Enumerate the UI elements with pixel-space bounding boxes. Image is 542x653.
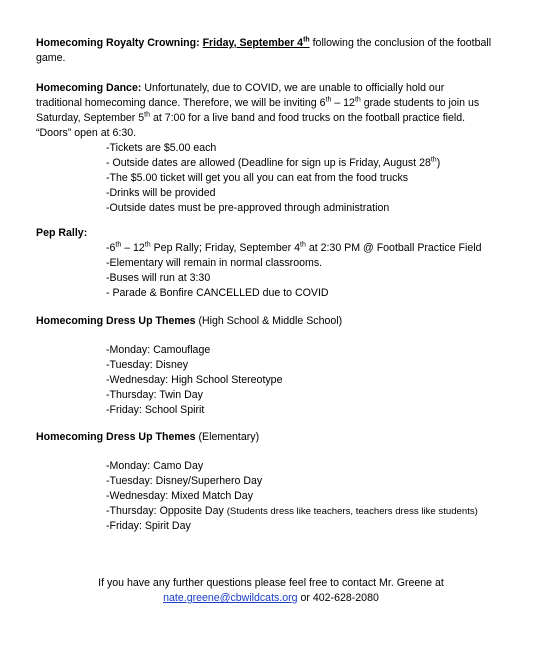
list-item: -Tuesday: Disney/Superhero Day <box>106 475 263 487</box>
list-item: -6th – 12th Pep Rally; Friday, September 4th at 2:30 PM @ Football Practice Field <box>106 241 482 254</box>
list-item: -Tuesday: Disney <box>106 359 189 371</box>
list-item: -Drinks will be provided <box>106 187 216 199</box>
dance-section <box>36 81 516 216</box>
list-item: -Wednesday: High School Stereotype <box>106 374 283 386</box>
list-item: -Wednesday: Mixed Match Day <box>106 490 253 502</box>
dance-text-line2: traditional homecoming dance. Therefore, we will be inviting 6th – 12th grade students to join us <box>36 96 480 109</box>
dance-text-line3: Saturday, September 5th at 7:00 for a live band and food trucks on the football practice field. <box>36 111 466 124</box>
list-item: -The $5.00 ticket will get you all you can eat from the food trucks <box>106 172 409 184</box>
contact-text: If you have any further questions please feel free to contact Mr. Greene at <box>98 577 444 589</box>
list-item: -Friday: School Spirit <box>106 404 205 416</box>
themes-elementary-subheading: (Elementary) <box>195 431 260 443</box>
royalty-text-line2: game. <box>36 52 66 64</box>
list-item: - Parade & Bonfire CANCELLED due to COVID <box>106 287 329 299</box>
contact-section <box>30 576 512 606</box>
royalty-heading: Homecoming Royalty Crowning: <box>36 37 200 49</box>
list-item: -Tickets are $5.00 each <box>106 142 217 154</box>
contact-phone: or 402-628-2080 <box>297 592 379 604</box>
themes-hs-subheading: (High School & Middle School) <box>195 315 343 327</box>
list-item: -Outside dates must be pre-approved through administration <box>106 202 390 214</box>
royalty-section <box>36 36 516 66</box>
list-item: -Thursday: Twin Day <box>106 389 203 401</box>
dance-heading: Homecoming Dance: <box>36 82 142 94</box>
themes-hs-section <box>36 314 516 418</box>
list-item: - Outside dates are allowed (Deadline for sign up is Friday, August 28th) <box>106 156 441 169</box>
themes-elementary-heading: Homecoming Dress Up Themes <box>36 431 196 443</box>
pep-rally-heading: Pep Rally: <box>36 227 88 239</box>
list-item: -Friday: Spirit Day <box>106 520 191 532</box>
themes-elementary-section <box>36 430 516 534</box>
dance-text-line4: “Doors” open at 6:30. <box>36 127 137 139</box>
pep-rally-section <box>36 226 516 301</box>
email-link[interactable]: nate.greene@cbwildcats.org <box>163 592 298 604</box>
list-item: -Thursday: Opposite Day (Students dress like teachers, teachers dress like students) <box>106 505 478 517</box>
royalty-text: following the conclusion of the football <box>309 37 492 49</box>
themes-hs-heading: Homecoming Dress Up Themes <box>36 315 196 327</box>
list-item: -Buses will run at 3:30 <box>106 272 211 284</box>
dance-text-line1: Unfortunately, due to COVID, we are unable to officially hold our <box>141 82 445 94</box>
royalty-date: Friday, September 4th <box>202 36 310 49</box>
list-item: -Monday: Camo Day <box>106 460 204 472</box>
list-item: -Monday: Camouflage <box>106 344 211 356</box>
list-item: -Elementary will remain in normal classrooms. <box>106 257 323 269</box>
